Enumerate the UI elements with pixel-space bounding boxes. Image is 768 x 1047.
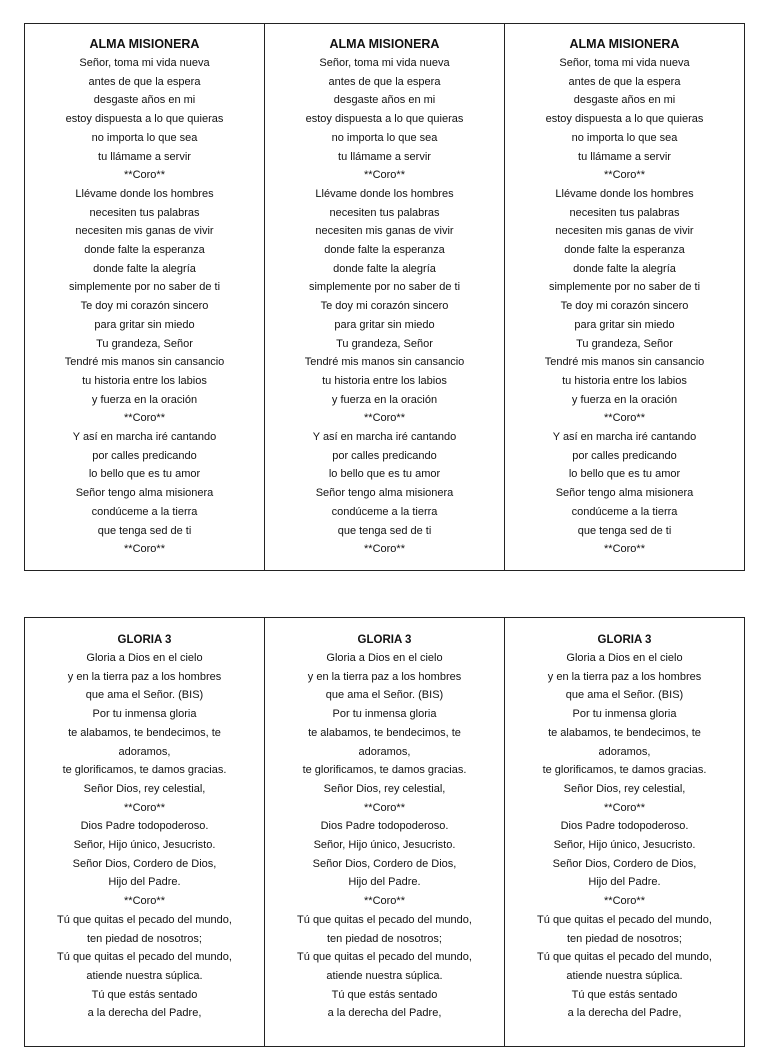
lyric-line: ten piedad de nosotros; xyxy=(87,932,202,945)
lyric-line: y fuerza en la oración xyxy=(571,393,678,406)
lyric-line: atiende nuestra súplica. xyxy=(566,969,683,982)
lyric-line: Por tu inmensa gloria xyxy=(92,708,197,721)
chorus-marker: **Coro** xyxy=(364,895,405,908)
lyric-line: Te doy mi corazón sincero xyxy=(320,300,449,313)
lyric-line: Tú que quitas el pecado del mundo, xyxy=(537,913,712,926)
lyric-line: te alabamos, te bendecimos, te xyxy=(68,726,221,739)
lyric-line: Dios Padre todopoderoso. xyxy=(80,820,209,833)
lyric-line: adoramos, xyxy=(598,745,651,758)
lyric-line: Señor, Hijo único, Jesucristo. xyxy=(553,839,696,852)
chorus-marker: **Coro** xyxy=(604,543,645,556)
lyric-line: para gritar sin miedo xyxy=(334,318,435,331)
lyric-line: te glorificamos, te damos gracias. xyxy=(542,764,707,777)
lyric-line: donde falte la esperanza xyxy=(324,244,445,257)
lyric-line: necesiten mis ganas de vivir xyxy=(75,225,214,238)
lyric-line: Tú que quitas el pecado del mundo, xyxy=(297,913,472,926)
chorus-marker: **Coro** xyxy=(124,543,165,556)
lyric-line: Gloria a Dios en el cielo xyxy=(566,652,683,664)
lyric-line: simplemente por no saber de ti xyxy=(308,281,461,294)
lyric-line: estoy dispuesta a lo que quieras xyxy=(305,113,464,126)
lyric-line: Tú que estás sentado xyxy=(571,988,678,1001)
lyric-line: Señor, toma mi vida nueva xyxy=(79,57,210,69)
lyric-line: Tú que estás sentado xyxy=(91,988,198,1001)
lyric-line: para gritar sin miedo xyxy=(94,318,195,331)
lyric-line: Señor, Hijo único, Jesucristo. xyxy=(73,839,216,852)
lyric-line: Señor, Hijo único, Jesucristo. xyxy=(313,839,456,852)
lyric-line: necesiten mis ganas de vivir xyxy=(315,225,454,238)
lyric-line: y en la tierra paz a los hombres xyxy=(307,670,462,683)
song-table-gloria-3 xyxy=(24,617,745,1047)
song-column-3 xyxy=(505,618,744,1046)
lyric-line: antes de que la espera xyxy=(328,75,441,88)
lyric-line: atiende nuestra súplica. xyxy=(326,969,443,982)
chorus-marker: **Coro** xyxy=(124,801,165,814)
lyric-line: condúceme a la tierra xyxy=(331,505,438,518)
song-column-2 xyxy=(265,618,505,1046)
lyric-line: donde falte la esperanza xyxy=(84,244,205,257)
lyric-line: Tendré mis manos sin cansancio xyxy=(544,356,705,369)
lyric-line: lo bello que es tu amor xyxy=(328,468,441,481)
song-title: GLORIA 3 xyxy=(597,634,652,646)
lyric-line: tu historia entre los labios xyxy=(562,374,687,387)
lyric-line: que ama el Señor. (BIS) xyxy=(565,689,684,702)
lyric-line: por calles predicando xyxy=(92,449,197,462)
lyric-line: y en la tierra paz a los hombres xyxy=(67,670,222,683)
lyric-line: Llévame donde los hombres xyxy=(555,187,694,200)
chorus-marker: **Coro** xyxy=(604,412,645,425)
lyric-line: Por tu inmensa gloria xyxy=(572,708,677,721)
lyric-line: Tu grandeza, Señor xyxy=(576,337,673,350)
chorus-marker: **Coro** xyxy=(364,412,405,425)
chorus-marker: **Coro** xyxy=(364,543,405,556)
chorus-marker: **Coro** xyxy=(124,169,165,182)
lyric-line: por calles predicando xyxy=(572,449,677,462)
chorus-marker: **Coro** xyxy=(604,895,645,908)
lyric-line: Gloria a Dios en el cielo xyxy=(86,652,203,664)
lyric-line: a la derecha del Padre, xyxy=(567,1007,682,1020)
lyric-line: que ama el Señor. (BIS) xyxy=(85,689,204,702)
lyric-line: Tendré mis manos sin cansancio xyxy=(304,356,465,369)
lyric-line: tu historia entre los labios xyxy=(82,374,207,387)
lyric-line: Y así en marcha iré cantando xyxy=(312,431,457,444)
lyric-line: Tú que quitas el pecado del mundo, xyxy=(537,951,712,964)
lyric-line: Tú que quitas el pecado del mundo, xyxy=(297,951,472,964)
lyric-line: ten piedad de nosotros; xyxy=(567,932,682,945)
song-column-1 xyxy=(25,618,265,1046)
lyric-line: Señor Dios, rey celestial, xyxy=(83,782,206,795)
lyric-line: simplemente por no saber de ti xyxy=(548,281,701,294)
lyric-line: por calles predicando xyxy=(332,449,437,462)
lyric-line: tu llámame a servir xyxy=(338,150,431,163)
lyric-line: Señor tengo alma misionera xyxy=(75,487,214,500)
song-column-2 xyxy=(265,24,505,570)
lyric-line: adoramos, xyxy=(118,745,171,758)
lyric-line: Señor, toma mi vida nueva xyxy=(319,57,450,69)
lyric-line: condúceme a la tierra xyxy=(571,505,678,518)
lyric-line: no importa lo que sea xyxy=(331,131,438,144)
lyric-line: desgaste años en mi xyxy=(573,94,676,107)
lyric-line: donde falte la alegría xyxy=(573,262,676,275)
lyric-line: Te doy mi corazón sincero xyxy=(80,300,209,313)
song-column-3 xyxy=(505,24,744,570)
lyric-line: Señor Dios, Cordero de Dios, xyxy=(552,857,697,870)
lyric-line: Tendré mis manos sin cansancio xyxy=(64,356,225,369)
lyric-line: necesiten tus palabras xyxy=(569,206,680,219)
lyric-line: y fuerza en la oración xyxy=(91,393,198,406)
lyric-line: que ama el Señor. (BIS) xyxy=(325,689,444,702)
lyric-line: Señor Dios, rey celestial, xyxy=(323,782,446,795)
lyric-line: te glorificamos, te damos gracias. xyxy=(302,764,467,777)
lyric-line: Tú que quitas el pecado del mundo, xyxy=(57,913,232,926)
lyric-line: adoramos, xyxy=(358,745,411,758)
lyric-line: simplemente por no saber de ti xyxy=(68,281,221,294)
chorus-marker: **Coro** xyxy=(604,801,645,814)
lyric-line: atiende nuestra súplica. xyxy=(86,969,203,982)
lyric-line: Hijo del Padre. xyxy=(108,876,181,889)
lyric-line: te alabamos, te bendecimos, te xyxy=(548,726,701,739)
lyric-line: Y así en marcha iré cantando xyxy=(72,431,217,444)
lyric-line: que tenga sed de ti xyxy=(97,524,192,537)
lyric-line: Hijo del Padre. xyxy=(588,876,661,889)
lyric-line: necesiten tus palabras xyxy=(329,206,440,219)
chorus-marker: **Coro** xyxy=(124,895,165,908)
lyric-line: Llévame donde los hombres xyxy=(75,187,214,200)
lyric-line: tu historia entre los labios xyxy=(322,374,447,387)
lyric-line: necesiten tus palabras xyxy=(89,206,200,219)
lyric-line: Señor Dios, Cordero de Dios, xyxy=(312,857,457,870)
lyric-line: Señor tengo alma misionera xyxy=(315,487,454,500)
lyric-line: Dios Padre todopoderoso. xyxy=(320,820,449,833)
lyric-line: donde falte la esperanza xyxy=(564,244,685,257)
lyric-line: Te doy mi corazón sincero xyxy=(560,300,689,313)
song-title: GLORIA 3 xyxy=(117,634,172,646)
lyric-line: Dios Padre todopoderoso. xyxy=(560,820,689,833)
lyric-line: desgaste años en mi xyxy=(93,94,196,107)
lyric-line: te glorificamos, te damos gracias. xyxy=(62,764,227,777)
lyric-line: Tu grandeza, Señor xyxy=(336,337,433,350)
lyric-line: Tú que quitas el pecado del mundo, xyxy=(57,951,232,964)
lyric-line: lo bello que es tu amor xyxy=(88,468,201,481)
lyric-line: no importa lo que sea xyxy=(91,131,198,144)
lyric-line: a la derecha del Padre, xyxy=(327,1007,442,1020)
lyric-line: y fuerza en la oración xyxy=(331,393,438,406)
lyric-line: Señor, toma mi vida nueva xyxy=(559,57,690,69)
lyric-line: antes de que la espera xyxy=(568,75,681,88)
lyric-line: donde falte la alegría xyxy=(93,262,196,275)
lyric-line: Llévame donde los hombres xyxy=(315,187,454,200)
lyric-line: Hijo del Padre. xyxy=(348,876,421,889)
lyric-line: donde falte la alegría xyxy=(333,262,436,275)
song-column-1 xyxy=(25,24,265,570)
lyric-line: que tenga sed de ti xyxy=(577,524,672,537)
lyric-line: y en la tierra paz a los hombres xyxy=(547,670,702,683)
lyric-line: tu llámame a servir xyxy=(98,150,191,163)
lyric-line: Tu grandeza, Señor xyxy=(96,337,193,350)
lyric-line: no importa lo que sea xyxy=(571,131,678,144)
lyric-line: te alabamos, te bendecimos, te xyxy=(308,726,461,739)
lyric-line: Gloria a Dios en el cielo xyxy=(326,652,443,664)
song-title: ALMA MISIONERA xyxy=(569,37,680,51)
lyric-line: Y así en marcha iré cantando xyxy=(552,431,697,444)
lyric-line: que tenga sed de ti xyxy=(337,524,432,537)
lyric-line: lo bello que es tu amor xyxy=(568,468,681,481)
chorus-marker: **Coro** xyxy=(364,169,405,182)
lyric-line: para gritar sin miedo xyxy=(574,318,675,331)
lyric-line: Tú que estás sentado xyxy=(331,988,438,1001)
lyric-line: estoy dispuesta a lo que quieras xyxy=(65,113,224,126)
song-table-alma-misionera xyxy=(24,23,745,571)
chorus-marker: **Coro** xyxy=(604,169,645,182)
lyric-line: Señor tengo alma misionera xyxy=(555,487,694,500)
lyric-line: Señor Dios, rey celestial, xyxy=(563,782,686,795)
lyric-line: Por tu inmensa gloria xyxy=(332,708,437,721)
lyric-line: desgaste años en mi xyxy=(333,94,436,107)
lyric-line: Señor Dios, Cordero de Dios, xyxy=(72,857,217,870)
lyric-line: estoy dispuesta a lo que quieras xyxy=(545,113,704,126)
lyric-line: necesiten mis ganas de vivir xyxy=(555,225,694,238)
song-title: ALMA MISIONERA xyxy=(89,37,200,51)
song-title: GLORIA 3 xyxy=(357,634,412,646)
lyric-line: ten piedad de nosotros; xyxy=(327,932,442,945)
lyric-line: condúceme a la tierra xyxy=(91,505,198,518)
lyric-line: tu llámame a servir xyxy=(578,150,671,163)
chorus-marker: **Coro** xyxy=(124,412,165,425)
lyric-line: a la derecha del Padre, xyxy=(87,1007,202,1020)
lyric-line: antes de que la espera xyxy=(88,75,201,88)
song-title: ALMA MISIONERA xyxy=(329,37,440,51)
chorus-marker: **Coro** xyxy=(364,801,405,814)
